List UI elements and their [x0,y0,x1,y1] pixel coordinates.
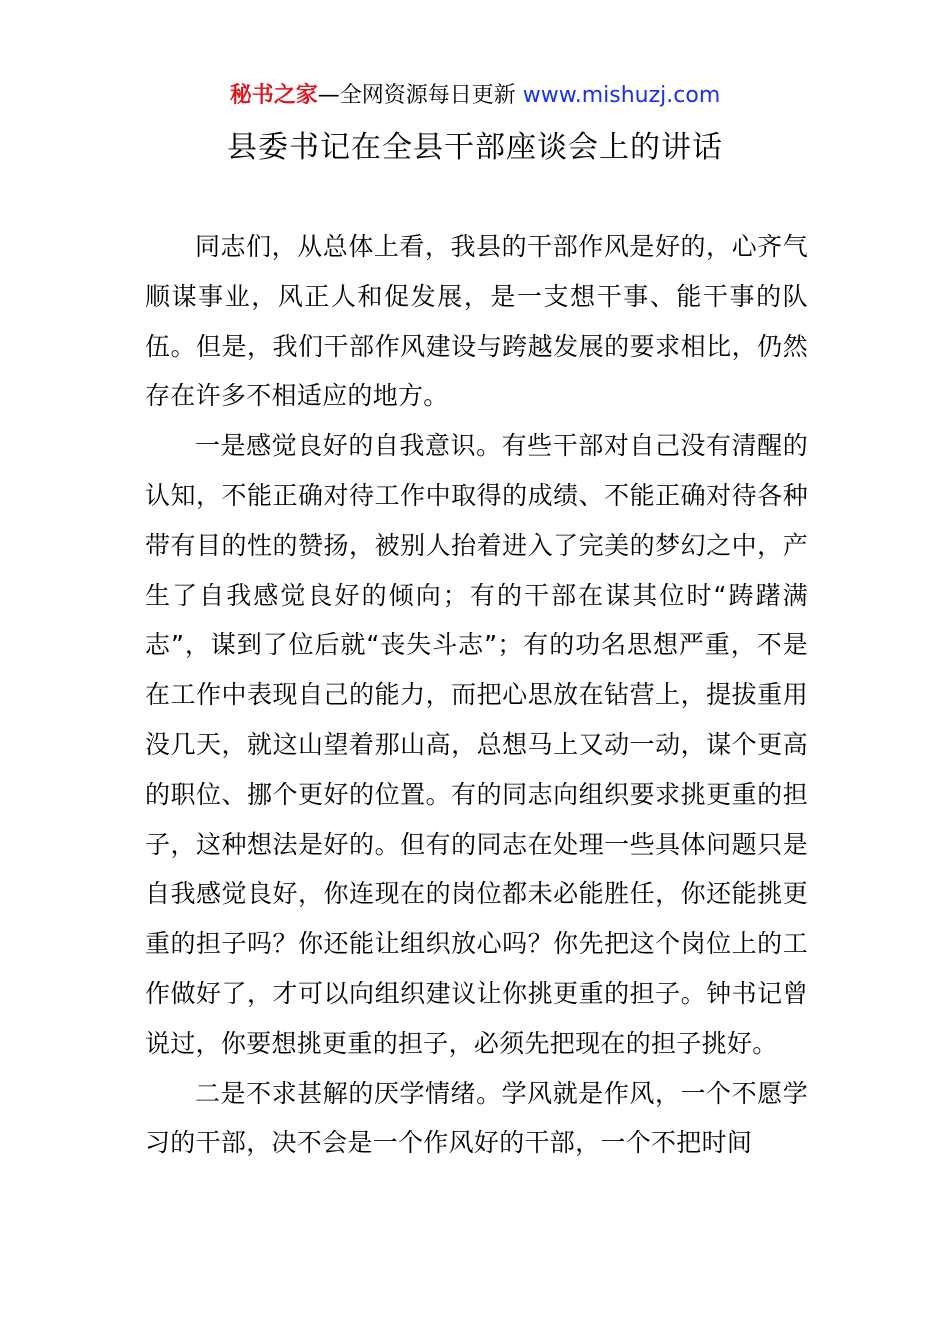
site-url-link[interactable]: www.mishuzj.com [522,83,721,108]
paragraph-point-two: 二是不求甚解的厌学情绪。学风就是作风，一个不愿学习的干部，决不会是一个作风好的干部，一个不把时间 [145,1078,808,1158]
paragraph-intro: 同志们，从总体上看，我县的干部作风是好的，心齐气顺谋事业，风正人和促发展，是一支想干事、能干事的队伍。但是，我们干部作风建设与跨越发展的要求相比，仍然存在许多不相适应的地方。 [145,232,808,411]
document-body [145,222,808,1168]
site-header [0,80,950,112]
paragraph-point-one: 一是感觉良好的自我意识。有些干部对自己没有清醒的认知，不能正确对待工作中取得的成绩、不能正确对待各种带有目的性的赞扬，被别人抬着进入了完美的梦幻之中，产生了自我感觉良好的倾向；有的干部在谋其位时“踌躇满志”，谋到了位后就“丧失斗志”；有的功名思想严重，不是在工作中表现自己的能力，而把心思放在钻营上，提拔重用没几天，就这山望着那山高，总想马上又动一动，谋个更高的职位、挪个更好的位置。有的同志向组织要求挑更重的担子，这种想法是好的。但有的同志在处理一些具体问题只是自我感觉良好，你连现在的岗位都未必能胜任，你还能挑更重的担子吗？你还能让组织放心吗？你先把这个岗位上的工作做好了，才可以向组织建议让你挑更重的担子。钟书记曾说过，你要想挑更重的担子，必须先把现在的担子挑好。 [145,431,808,1058]
site-slogan: —全网资源每日更新 [317,83,516,108]
brand-name: 秘书之家 [229,83,318,108]
document-title: 县委书记在全县干部座谈会上的讲话 [227,130,723,165]
